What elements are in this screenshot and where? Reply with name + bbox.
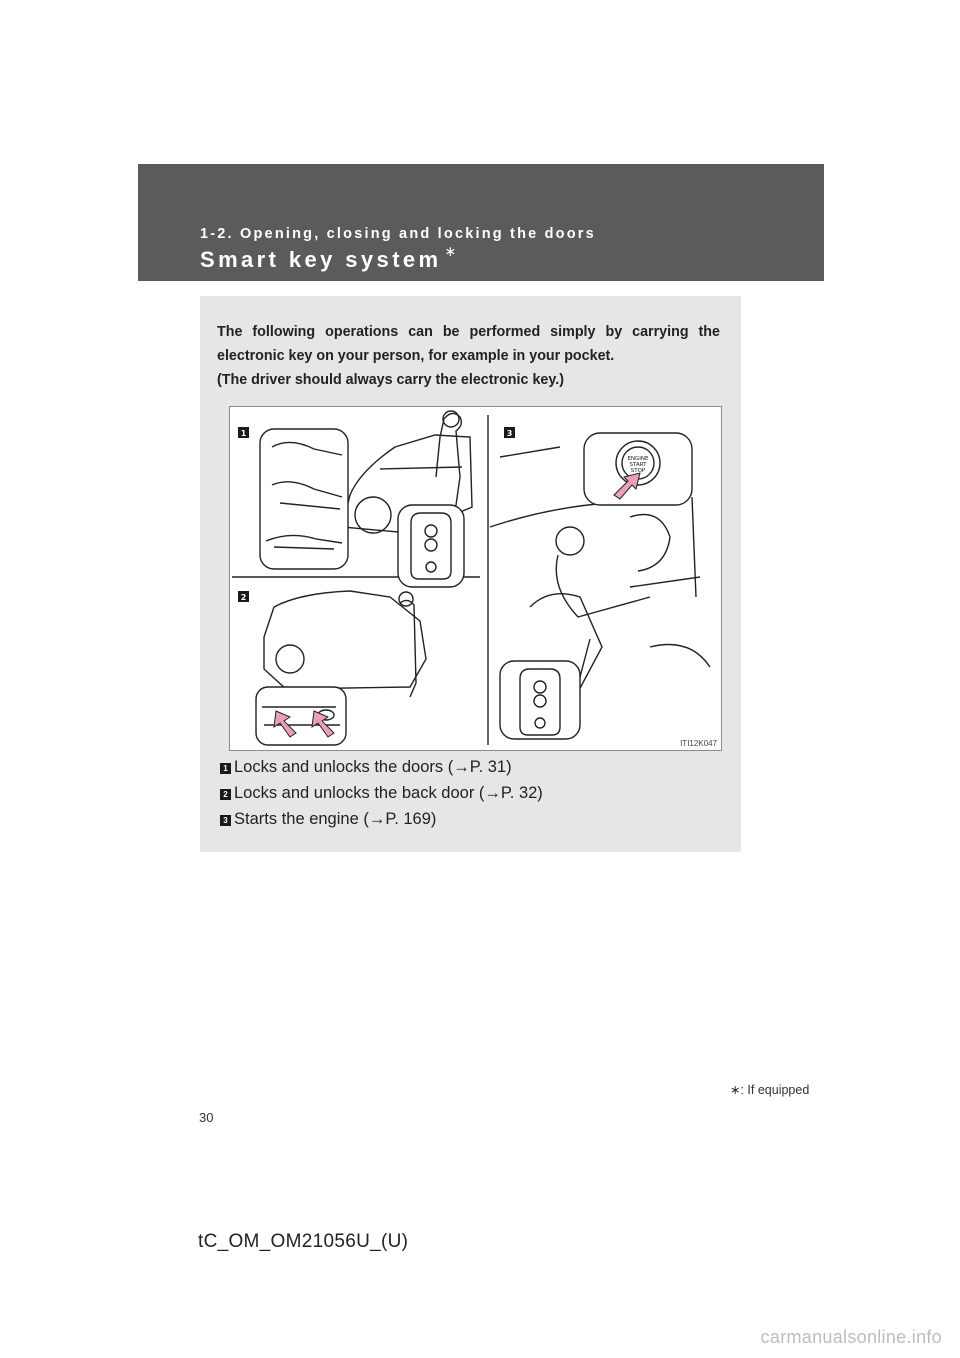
- person-at-door: [436, 413, 461, 519]
- start-button-label: ENGINE: [627, 456, 649, 462]
- intro-line: electronic key on your person, for example in your pocket.: [217, 348, 615, 364]
- intro-line: The following operations can be performed simply by carrying the: [217, 324, 720, 340]
- legend-text: Starts the engine (→P. 169): [234, 810, 437, 828]
- start-button-label: STOP: [630, 468, 646, 474]
- footnote: ∗: If equipped: [730, 1083, 810, 1097]
- chapter-header: [138, 164, 824, 281]
- smart-key-illustration: [229, 406, 722, 751]
- legend-item: [220, 810, 543, 834]
- svg-text:1: 1: [240, 429, 247, 438]
- driver-head: [556, 527, 584, 555]
- panel-badge-1: [238, 427, 249, 438]
- svg-text:3: 3: [506, 429, 513, 438]
- svg-text:2: 2: [240, 593, 247, 602]
- legend-badge: 2: [220, 789, 231, 800]
- illustration-drawing: [230, 407, 723, 752]
- page-number: 30: [199, 1110, 214, 1125]
- panel-badge-2: [238, 591, 249, 602]
- figure-code: ITI12K047: [680, 739, 717, 748]
- legend: [220, 758, 543, 836]
- steering-wheel: [630, 515, 670, 572]
- legend-item: [220, 784, 543, 808]
- section-label: 1-2. Opening, closing and locking the doors: [200, 226, 596, 242]
- car-wheel: [355, 497, 391, 533]
- document-code: tC_OM_OM21056U_(U): [198, 1231, 409, 1252]
- watermark: carmanualsonline.info: [760, 1327, 942, 1347]
- legend-badge: 3: [220, 815, 231, 826]
- key-fob-inset: [398, 505, 464, 587]
- info-panel: [200, 296, 741, 852]
- key-fob-inset-interior: [500, 661, 580, 739]
- legend-text: Locks and unlocks the back door (→P. 32): [234, 784, 543, 802]
- panel-badge-3: [504, 427, 515, 438]
- legend-text: Locks and unlocks the doors (→P. 31): [234, 758, 512, 776]
- page-title: [200, 243, 457, 273]
- page-title-text: Smart key system: [200, 247, 442, 272]
- start-button-label: START: [629, 462, 647, 468]
- intro-line: (The driver should always carry the electronic key.): [217, 372, 564, 388]
- back-door-inset: [256, 687, 346, 745]
- car-rear: [264, 591, 426, 689]
- if-equipped-marker: ∗: [444, 243, 457, 259]
- legend-item: [220, 758, 543, 782]
- legend-badge: 1: [220, 763, 231, 774]
- intro-text: [217, 320, 720, 392]
